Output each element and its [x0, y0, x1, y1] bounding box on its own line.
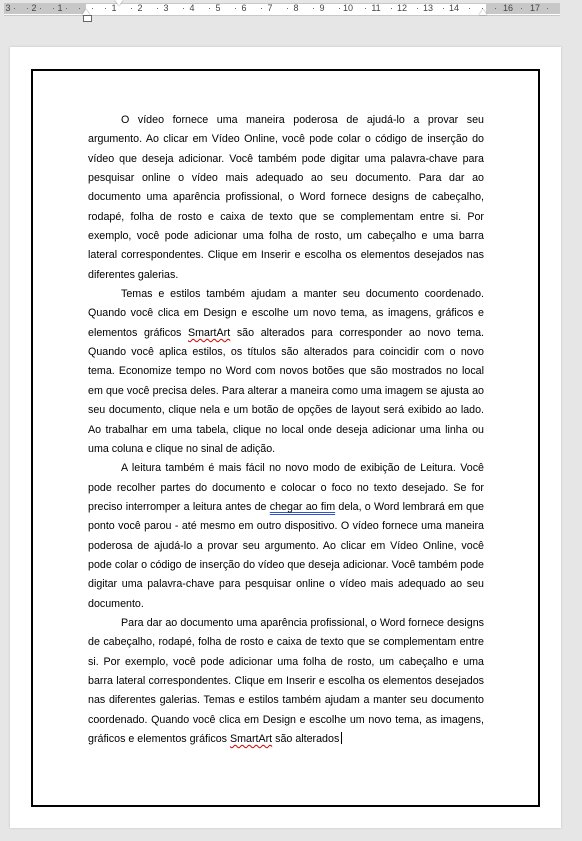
text-run: dela, o Word lembrará em que ponto você parou - até mesmo em outro dispositivo. O vídeo fornece uma maneira poderosa de ajudá-lo a provar seu argumento. Ao clicar em Vídeo Online, você pode colar o código de inserção do vídeo que deseja adicionar. Você também pode digitar uma palavra-chave para pesquisar online o vídeo mais adequado ao seu documento.	[88, 500, 484, 610]
ruler-tick	[14, 8, 15, 9]
ruler-number: 16	[502, 3, 514, 13]
ruler-number: 3	[5, 3, 11, 13]
ruler-tick	[157, 8, 158, 9]
left-indent-marker[interactable]	[83, 15, 92, 22]
spelling-error-word: SmartArt	[229, 733, 273, 745]
ruler-tick	[365, 8, 366, 9]
ruler-number: 1	[111, 3, 117, 13]
ruler-tick	[417, 8, 418, 9]
ruler-tick	[66, 8, 67, 9]
text-run: Temas e estilos também ajudam a manter seu documento coordenado. Quando você clica em Design e escolhe um novo tema, as imagens, gráficos e elementos gráficos	[88, 288, 484, 339]
ruler-number: 14	[448, 3, 460, 13]
ruler-number: 7	[267, 3, 273, 13]
ruler-number: 5	[215, 3, 221, 13]
ruler-tick	[313, 8, 314, 9]
horizontal-ruler[interactable]	[0, 0, 582, 16]
ruler-tick	[391, 8, 392, 9]
ruler-tick	[547, 8, 548, 9]
ruler-tick	[443, 8, 444, 9]
paragraph[interactable]	[88, 111, 484, 285]
text-run: O vídeo fornece uma maneira poderosa de ajudá-lo a provar seu argumento. Ao clicar em Vídeo Online, você pode colar o código de inserção do vídeo que deseja adicionar. Você também pode digitar uma palavra-chave para pesquisar online o vídeo mais adequado ao seu documento. Para dar ao documento uma aparência profissional, o Word fornece designs de cabeçalho, rodapé, folha de rosto e caixa de texto que se complementam entre si. Por exemplo, você pode adicionar uma folha de rosto, um cabeçalho e uma barra lateral correspondentes. Clique em Inserir e escolha os elementos desejados nas diferentes galerias.	[88, 114, 484, 281]
ruler-number: 2	[31, 3, 37, 13]
ruler-left-margin	[4, 3, 86, 14]
text-run: Para dar ao documento uma aparência profissional, o Word fornece designs de cabeçalho, rodapé, folha de rosto e caixa de texto que se complementam entre si. Por exemplo, você pode adicionar uma folha de rosto, um cabeçalho e uma barra lateral correspondentes. Clique em Inserir e escolha os elementos desejados nas diferentes galerias. Temas e estilos também ajudam a manter seu documento coordenado. Quando você clica em Design e escolhe um novo tema, as imagens, gráficos e elementos gráficos	[88, 616, 484, 745]
ruler-number: 11	[371, 3, 381, 13]
ruler-tick	[105, 8, 106, 9]
ruler-tick	[92, 8, 93, 9]
right-indent-marker[interactable]	[479, 9, 487, 15]
text-run: são alterados	[272, 733, 340, 745]
grammar-flag-text: chegar ao fim	[269, 500, 336, 513]
ruler-tick	[339, 8, 340, 9]
ruler-tick	[79, 8, 80, 9]
ruler-number: 6	[241, 3, 247, 13]
ruler-number: 17	[529, 3, 541, 13]
document-page[interactable]	[10, 47, 561, 828]
ruler-number: 12	[396, 3, 408, 13]
ruler-tick	[40, 8, 41, 9]
spelling-error-word: SmartArt	[188, 326, 231, 339]
ruler-number: 2	[137, 3, 143, 13]
ruler-tick	[53, 8, 54, 9]
ruler-tick	[469, 8, 470, 9]
ruler-tick	[209, 8, 210, 9]
ruler-tick	[131, 8, 132, 9]
text-cursor	[341, 732, 342, 744]
paragraph[interactable]	[88, 285, 484, 459]
ruler-tick	[287, 8, 288, 9]
ruler-number: 1	[57, 3, 63, 13]
ruler-tick	[495, 8, 496, 9]
ruler-number: 9	[319, 3, 325, 13]
ruler-tick	[27, 8, 28, 9]
ruler-number: 10	[342, 3, 354, 13]
ruler-number: 3	[163, 3, 169, 13]
first-line-indent-marker[interactable]	[115, 0, 123, 6]
ruler-number: 4	[189, 3, 195, 13]
paragraph[interactable]	[88, 614, 484, 749]
ruler-tick	[235, 8, 236, 9]
text-run: A leitura também é mais fácil no novo modo de exibição de Leitura. Você pode recolher partes do documento e colocar o foco no texto desejado. Se for preciso interromper a leitura antes de	[88, 462, 484, 513]
ruler-number: 8	[293, 3, 299, 13]
text-run: são alterados para corresponder ao novo tema. Quando você aplica estilos, os títulos são alterados para coincidir com o novo tema. Economize tempo no Word com novos botões que são mostrados no local em que você precisa deles. Para alterar a maneira como uma imagem se ajusta ao seu documento, clique nela e um botão de opções de layout será exibido ao lado. Ao trabalhar em uma tabela, clique no local onde deseja adicionar uma linha ou uma coluna e clique no sinal de adição.	[88, 326, 485, 455]
ruler-right-margin	[486, 3, 560, 14]
document-body[interactable]	[88, 111, 484, 749]
ruler-tick	[521, 8, 522, 9]
ruler-tick	[183, 8, 184, 9]
ruler-tick	[261, 8, 262, 9]
ruler-number: 13	[422, 3, 434, 13]
paragraph[interactable]	[88, 459, 484, 614]
